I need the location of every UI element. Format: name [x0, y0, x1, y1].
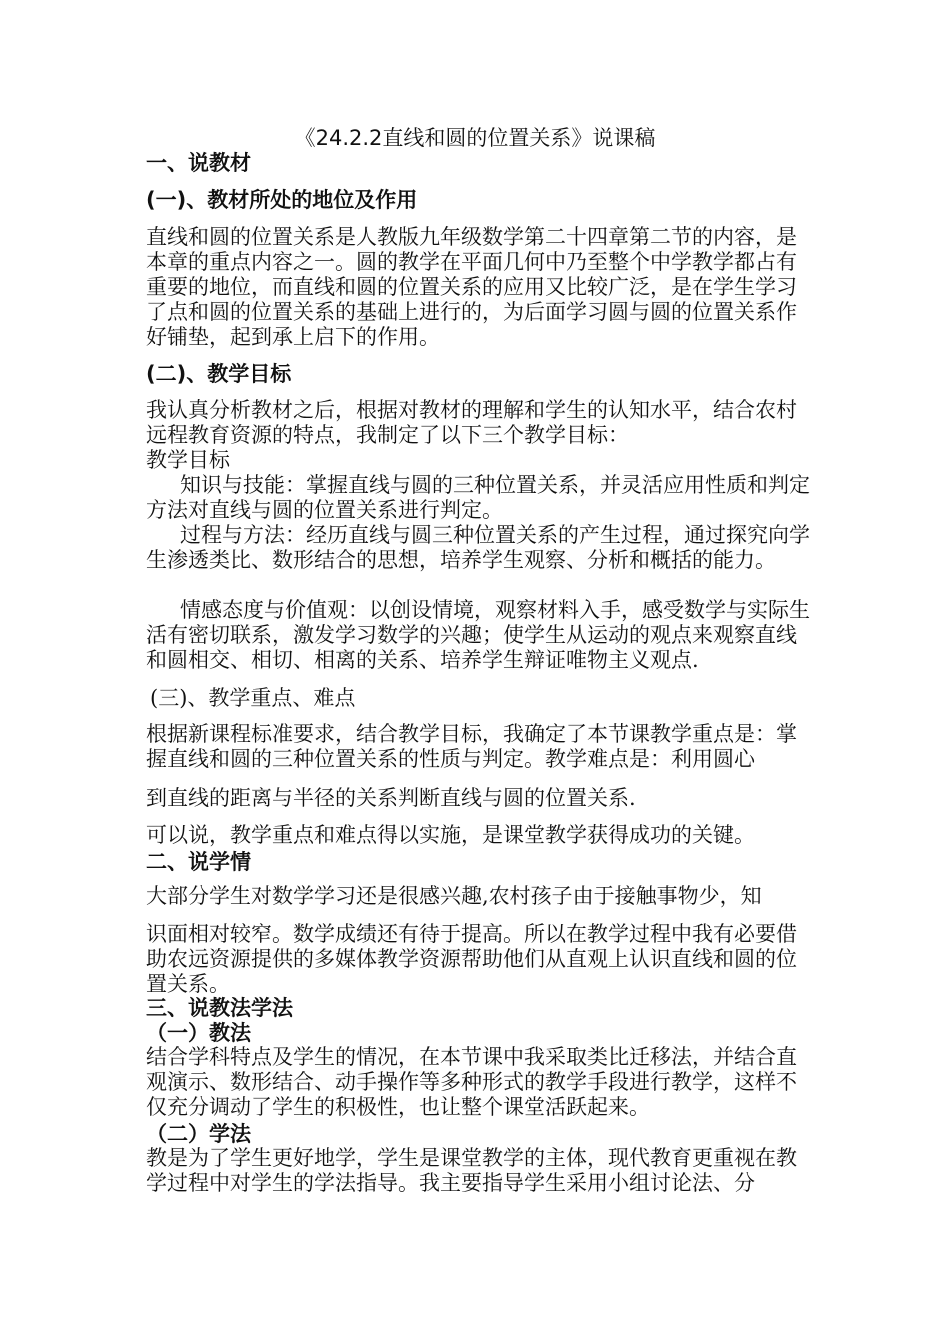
section-heading-2: 二、说学情: [146, 850, 251, 874]
subsection-heading-1-3: (三)、教学重点、难点: [150, 686, 356, 710]
subsection-heading-1-1: (一)、教材所处的地位及作用: [146, 188, 418, 212]
paragraph-learning-method: 教是为了学生更好地学，学生是课堂教学的主体，现代教育更重视在教学过程中对学生的学法指导。我主要指导学生采用小组讨论法、分: [146, 1146, 797, 1195]
document-title: 《24.2.2直线和圆的位置关系》说课稿: [294, 126, 656, 150]
goal-process-methods: 过程与方法：经历直线与圆三种位置关系的产生过程，通过探究向学生渗透类比、数形结合的思想，培养学生观察、分析和概括的能力。: [146, 523, 810, 572]
section-heading-3: 三、说教法学法: [146, 996, 293, 1020]
subsection-heading-3-2: （二）学法: [146, 1122, 251, 1146]
paragraph-teaching-method: 结合学科特点及学生的情况，在本节课中我采取类比迁移法，并结合直观演示、数形结合、动手操作等多种形式的教学手段进行教学，这样不仅充分调动了学生的积极性，也让整个课堂活跃起来。: [146, 1045, 797, 1119]
paragraph-students-b: 识面相对较窄。数学成绩还有待于提高。所以在教学过程中我有必要借助农远资源提供的多媒体教学资源帮助他们从直观上认识直线和圆的位置关系。: [146, 922, 797, 996]
subsection-heading-3-1: （一）教法: [146, 1021, 251, 1045]
paragraph-key-points-a: 根据新课程标准要求，结合教学目标，我确定了本节课教学重点是：掌握直线和圆的三种位置关系的性质与判定。教学难点是：利用圆心: [146, 722, 797, 771]
paragraph-position-role: 直线和圆的位置关系是人教版九年级数学第二十四章第二节的内容，是本章的重点内容之一。圆的教学在平面几何中乃至整个中学教学都占有重要的地位，而直线和圆的位置关系的应用又比较广泛，是在学生学习了点和圆的位置关系的基础上进行的，为后面学习圆与圆的位置关系作好铺垫，起到承上启下的作用。: [146, 225, 797, 349]
goal-attitudes-values: 情感态度与价值观：以创设情境，观察材料入手，感受数学与实际生活有密切联系，激发学习数学的兴趣；使学生从运动的观点来观察直线和圆相交、相切、相离的关系、培养学生辩证唯物主义观点.: [146, 598, 810, 672]
paragraph-key-summary: 可以说，教学重点和难点得以实施，是课堂教学获得成功的关键。: [146, 823, 755, 847]
subsection-heading-1-2: (二)、教学目标: [146, 362, 292, 386]
goal-knowledge-skills: 知识与技能：掌握直线与圆的三种位置关系，并灵活应用性质和判定方法对直线与圆的位置关系进行判定。: [146, 473, 810, 522]
paragraph-goals-intro: 我认真分析教材之后，根据对教材的理解和学生的认知水平，结合农村远程教育资源的特点，我制定了以下三个教学目标：: [146, 398, 797, 447]
paragraph-students-a: 大部分学生对数学学习还是很感兴趣,农村孩子由于接触事物少，知: [146, 884, 762, 908]
section-heading-1: 一、说教材: [146, 151, 251, 175]
goals-label: 教学目标: [146, 448, 230, 472]
paragraph-key-points-b: 到直线的距离与半径的关系判断直线与圆的位置关系.: [146, 786, 636, 810]
